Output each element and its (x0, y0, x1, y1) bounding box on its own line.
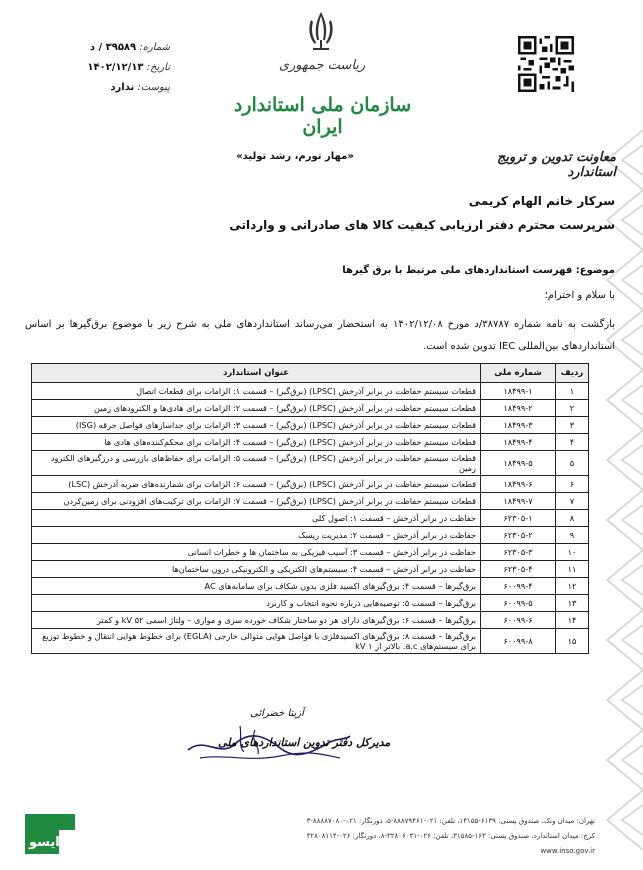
national-number-cell: ۶۰۰۹۹-۵ (481, 595, 556, 612)
date-label: تاریخ: (146, 62, 170, 73)
row-number-cell: ۶ (556, 476, 589, 493)
national-number-cell: ۱۸۴۹۹-۲ (481, 400, 556, 417)
row-number-cell: ۱ (556, 383, 589, 400)
addressee-name: سرکار خانم الهام کریمی (468, 194, 615, 208)
footer-address-karaj: کرج: میدان استاندارد، صندوق پستی: ۱۶۳-۳۱۵۸۵، تلفن: ۰۲۶-۳۲۸۰۶۰۳۱-۸، دورنگار: ۰۲۶-۳۲۸۰۸۱۱۴ (306, 832, 595, 840)
national-number-cell: ۱۸۴۹۹-۷ (481, 493, 556, 510)
national-number-cell: ۶۲۳۰۵-۳ (481, 544, 556, 561)
national-number-cell: ۱۸۴۹۹-۱ (481, 383, 556, 400)
row-number-cell: ۸ (556, 510, 589, 527)
standard-title-cell: قطعات سیستم حفاظت در برابر آذرخش (LPSC) (برق‌گیر) – قسمت ۴: الزامات برای محکم‌کننده‌های هادی ها (32, 434, 481, 451)
logo-text: ایسو (29, 835, 60, 850)
national-number-cell: ۱۸۴۹۹-۳ (481, 417, 556, 434)
national-number-cell: ۱۸۴۹۹-۵ (481, 451, 556, 476)
letter-body: بازگشت به نامه شماره ۳۸۷۸۷/د مورخ ۱۴۰۲/۱۲/۰۸ به استحضار می‌رساند استانداردهای ملی به شرح زیر با موضوع برق‌گیرها بر اساس استانداردهای بین‌المللی IEC تدوین شده است. (25, 319, 615, 352)
table-row (32, 510, 589, 527)
footer-website-link[interactable]: www.inso.gov.ir (540, 847, 595, 855)
row-number-cell: ۱۴ (556, 612, 589, 629)
footer-address-tehran: تهران: میدان ونک، صندوق پستی: ۶۱۳۹-۱۴۱۵۵، تلفن: ۰۲۱-۸۸۸۷۹۴۶۱-۵، دورنگار: ۰۲۱-۸۸۸۸۷۰۸۰-۳ (306, 817, 595, 825)
table-row (32, 476, 589, 493)
standard-title-cell: قطعات سیستم حفاظت در برابر آذرخش (LPSC) (برق‌گیر) – قسمت ۶: الزامات برای شمارنده‌های ضربه آذرخش (LSC) (32, 476, 481, 493)
national-number-cell: ۶۰۰۹۹-۸ (481, 629, 556, 654)
row-number-cell: ۵ (556, 451, 589, 476)
standard-title-cell: قطعات سیستم حفاظت در برابر آذرخش (LPSC) (برق‌گیر) – قسمت ۵: الزامات برای حفاظ‌های بازرسی و درزگیرهای الکترود زمین (32, 451, 481, 476)
national-number-cell: ۶۲۳۰۵-۱ (481, 510, 556, 527)
row-number-cell: ۴ (556, 434, 589, 451)
table-row (32, 383, 589, 400)
row-number-cell: ۱۳ (556, 595, 589, 612)
standard-title-cell: حفاظت در برابر آذرخش – قسمت ۳: آسیب فیزیکی به ساختمان ها و خطرات انسانی (32, 544, 481, 561)
standard-title-cell: قطعات سیستم حفاظت در برابر آذرخش (LPSC) (برق‌گیر) – قسمت ۷: الزامات برای ترکیب‌های افزودنی برای زمین‌کردن (32, 493, 481, 510)
slogan: «مهار تورم، رشد تولید» (236, 151, 354, 162)
national-number-cell: ۶۰۰۹۹-۶ (481, 612, 556, 629)
standard-title-cell: حفاظت در برابر آذرخش – قسمت ۱: اصول کلی (32, 510, 481, 527)
signer-title: مدیرکل دفتر تدوین استانداردهای ملی (218, 736, 391, 749)
addressee-title: سرپرست محترم دفتر ارزیابی کیفیت کالا های صادراتی و وارداتی (229, 218, 615, 232)
letter-subject: موضوع: فهرست استانداردهای ملی مرتبط با برق گیرها (342, 265, 615, 276)
table-row (32, 527, 589, 544)
letter-date: ۱۴۰۲/۱۲/۱۳ (87, 62, 144, 73)
table-row (32, 451, 589, 476)
organization-name: سازمان ملی استاندارد ایران (233, 94, 412, 138)
inso-logo-icon (21, 810, 79, 858)
standard-title-cell: برق‌گیرها – قسمت ۵: توصیه‌هایی درباره نحوه انتخاب و کاربرد (32, 595, 481, 612)
standard-title-cell: برق‌گیرها – قسمت ۴: برق‌گیرهای اکسید فلزی بدون شکاف برای سامانه‌های AC (32, 578, 481, 595)
signer-name: آزیتا خضرائی (250, 708, 304, 719)
table-row (32, 578, 589, 595)
department-title: معاونت تدوین و ترویج استاندارد (496, 150, 616, 180)
letter-number: ۳۹۵۸۹ / د (89, 42, 137, 53)
table-row (32, 417, 589, 434)
number-label: شماره: (139, 42, 170, 53)
national-number-cell: ۶۲۳۰۵-۲ (481, 527, 556, 544)
table-row (32, 612, 589, 629)
standard-title-cell: قطعات سیستم حفاظت در برابر آذرخش (LPSC) (برق‌گیر) – قسمت ۱: الزامات برای قطعات اتصال (32, 383, 481, 400)
row-number-cell: ۳ (556, 417, 589, 434)
standards-table-body (32, 383, 589, 654)
standard-title-cell: قطعات سیستم حفاظت در برابر آذرخش (LPSC) (برق‌گیر) – قسمت ۲: الزامات برای هادی‌ها و الکترودهای زمین (32, 400, 481, 417)
decorative-pattern (597, 130, 643, 870)
row-number-cell: ۱۲ (556, 578, 589, 595)
row-number-cell: ۱۵ (556, 629, 589, 654)
row-number-cell: ۱۰ (556, 544, 589, 561)
standard-title-cell: حفاظت در برابر آذرخش – قسمت ۲: مدیریت ریسک (32, 527, 481, 544)
presidency-title: ریاست جمهوری (278, 58, 366, 73)
standard-title-cell: حفاظت در برابر آذرخش – قسمت ۴: سیستم‌های الکتریکی و الکترونیکی درون ساختمان‌ها (32, 561, 481, 578)
table-row (32, 561, 589, 578)
standard-title-cell: قطعات سیستم حفاظت در برابر آذرخش (LPSC) (برق‌گیر) – قسمت ۳: الزامات برای جداسازهای فواصل جرقه (ISG) (32, 417, 481, 434)
attachment-label: پیوست: (137, 82, 170, 93)
table-row (32, 544, 589, 561)
national-number-cell: ۱۸۴۹۹-۴ (481, 434, 556, 451)
standards-table (31, 363, 589, 654)
table-row (32, 595, 589, 612)
row-number-cell: ۲ (556, 400, 589, 417)
national-number-cell: ۶۲۳۰۵-۴ (481, 561, 556, 578)
letter-attachment: ندارد (110, 82, 135, 93)
national-number-cell: ۶۰۰۹۹-۴ (481, 578, 556, 595)
standard-title-cell: برق‌گیرها – قسمت ۶: برق‌گیرهای دارای هر دو ساختار شکاف خورده سری و موازی – ولتاژ اسمی kV ۵۲ و کمتر (32, 612, 481, 629)
table-row (32, 400, 589, 417)
national-number-cell: ۱۸۴۹۹-۶ (481, 476, 556, 493)
table-row (32, 629, 589, 654)
row-number-cell: ۹ (556, 527, 589, 544)
standard-title-cell: برق‌گیرها – قسمت ۸: برق‌گیرهای اکسیدفلزی با فواصل هوایی متوالی خارجی (EGLA) برای خطوط هوایی انتقال و خطوط توزیع برای سیستم‌های a.c. بالاتر از kV ۱ (32, 629, 481, 654)
qr-code-icon (518, 36, 574, 92)
column-header-national-number: شماره ملی (481, 364, 556, 383)
row-number-cell: ۱۱ (556, 561, 589, 578)
letter-meta (20, 38, 170, 98)
column-header-row-no: ردیف (556, 364, 589, 383)
column-header-standard-title: عنوان استاندارد (32, 364, 481, 383)
table-row (32, 493, 589, 510)
table-row (32, 434, 589, 451)
greeting: با سلام و احترام؛ (544, 290, 615, 301)
row-number-cell: ۷ (556, 493, 589, 510)
iran-emblem-icon (305, 10, 337, 52)
